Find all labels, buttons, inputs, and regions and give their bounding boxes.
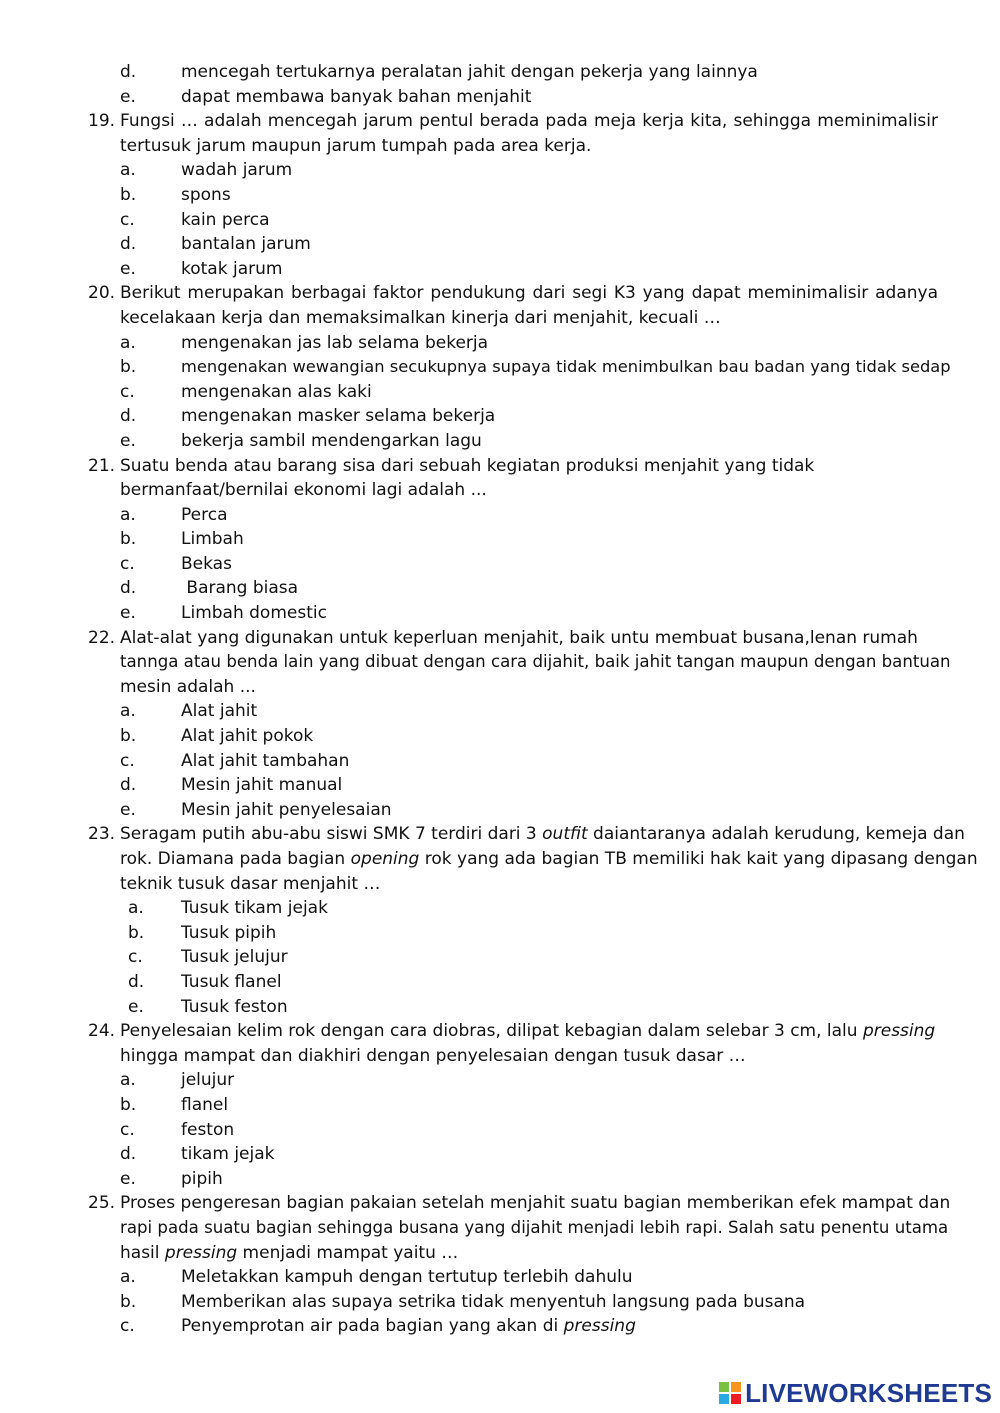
option-text: Limbah domestic [181,603,327,624]
option-item[interactable] [0,1068,1000,1093]
option-item[interactable] [0,85,1000,110]
question-line: teknik tusuk dasar menjahit … [120,873,381,894]
option-item[interactable] [0,208,1000,233]
question-22 [0,626,1000,700]
option-text: bekerja sambil mendengarkan lagu [181,430,482,451]
option-text [181,1314,636,1339]
question-line [120,1019,936,1044]
option-item[interactable] [0,232,1000,257]
option-letter: a. [120,701,136,722]
option-item[interactable] [0,749,1000,774]
option-letter: a. [120,1267,136,1288]
option-item[interactable] [0,601,1000,626]
option-item[interactable] [0,331,1000,356]
option-text: Memberikan alas supaya setrika tidak menyentuh langsung pada busana [181,1291,806,1312]
question-number: 25. [88,1193,116,1214]
option-item[interactable] [0,429,1000,454]
option-item[interactable] [0,380,1000,405]
option-letter: b. [128,922,145,943]
question-line [120,847,978,872]
option-letter: c. [128,947,143,968]
option-letter: e. [120,799,136,820]
option-text: Alat jahit pokok [181,726,314,747]
question-line: tannga atau benda lain yang dibuat dengan cara dijahit, baik jahit tangan maupun dengan bantuan [120,652,951,672]
option-text: dapat membawa banyak bahan menjahit [181,86,532,107]
italic-term: pressing [862,1021,936,1042]
question-number: 23. [88,824,116,845]
option-letter: a. [120,160,136,181]
question-text-part: daiantaranya adalah kerudung, kemeja dan [587,824,965,845]
italic-term: pressing [563,1316,636,1337]
option-item[interactable] [0,1265,1000,1290]
option-text: Perca [181,504,228,525]
option-item[interactable] [0,355,1000,380]
option-text: Tusuk jelujur [181,947,288,968]
question-line: Alat-alat yang digunakan untuk keperluan menjahit, baik untu membuat busana,lenan rumah [120,627,918,648]
option-letter: c. [120,750,135,771]
question-text [120,1191,951,1265]
option-item[interactable] [0,158,1000,183]
question-line: hingga mampat dan diakhiri dengan penyelesaian dengan tusuk dasar … [120,1045,746,1066]
question-number: 24. [88,1021,116,1042]
option-letter: b. [120,529,137,550]
option-text: mengenakan wewangian secukupnya supaya tidak menimbulkan bau badan yang tidak sedap [181,357,951,377]
option-letter: d. [120,406,137,427]
question-21 [0,454,1000,503]
question-number: 21. [88,455,116,476]
option-text: jelujur [181,1070,235,1091]
option-letter: b. [120,726,137,747]
question-text-part: Penyelesaian kelim rok dengan cara diobras, dilipat kebagian dalam selebar 3 cm, lalu [120,1021,863,1042]
question-line: Suatu benda atau barang sisa dari sebuah kegiatan produksi menjahit yang tidak [120,455,815,476]
italic-term: pressing [164,1242,238,1263]
question-23 [0,822,1000,896]
question-text-part: rok yang ada bagian TB memiliki hak kait yang dipasang dengan [419,849,978,869]
option-item[interactable] [0,921,1000,946]
option-item[interactable] [0,1314,1000,1339]
option-letter: c. [120,1119,135,1140]
option-letter: a. [120,1070,136,1091]
option-item[interactable] [0,576,1000,601]
option-item[interactable] [0,552,1000,577]
question-text [120,822,978,896]
question-text-part: rok. Diamana pada bagian [120,849,351,869]
option-item[interactable] [0,527,1000,552]
option-letter: b. [120,1094,137,1115]
liveworksheets-logo[interactable] [719,1378,992,1408]
question-line: bermanfaat/bernilai ekonomi lagi adalah ... [120,480,487,501]
question-text-part: Seragam putih abu-abu siswi SMK 7 terdiri dari 3 [120,824,543,845]
option-text: tikam jejak [181,1144,275,1165]
option-item[interactable] [0,724,1000,749]
question-number: 20. [88,283,116,304]
question-text: Fungsi … adalah mencegah jarum pentul berada pada meja kerja kita, sehingga meminimalisir tertusuk jarum maupun jarum tumpah pada area kerja. [120,111,938,156]
option-letter: b. [120,184,137,205]
option-text: Limbah [181,529,244,550]
option-text: Bekas [181,553,232,574]
option-letter: b. [120,357,137,378]
option-text: kotak jarum [181,258,283,279]
option-letter: d. [120,62,137,82]
option-text: spons [181,184,231,205]
option-item[interactable] [0,773,1000,798]
question-25 [0,1191,1000,1265]
option-text: Meletakkan kampuh dengan tertutup terlebih dahulu [181,1267,633,1288]
question-20 [0,281,1000,330]
option-letter: c. [120,381,135,402]
option-text: Mesin jahit penyelesaian [181,799,392,820]
option-letter: c. [120,209,135,230]
option-item[interactable] [0,257,1000,282]
option-item[interactable] [0,503,1000,528]
italic-term: opening [350,849,420,869]
option-text: pipih [181,1168,223,1189]
option-letter: d. [120,578,137,599]
question-line [120,1241,932,1266]
option-text: flanel [181,1094,229,1115]
option-letter: a. [120,504,136,525]
option-item[interactable] [0,699,1000,724]
option-letter: e. [120,603,136,624]
option-letter: e. [120,430,136,451]
question-24 [0,1019,1000,1068]
option-item[interactable] [0,1093,1000,1118]
option-text-part: Penyemprotan air pada bagian yang akan di [181,1316,564,1337]
option-text: wadah jarum [181,160,293,181]
option-text: Tusuk tikam jejak [181,898,328,919]
option-letter: a. [120,332,136,353]
option-text: kain perca [181,209,270,230]
option-text: mengenakan masker selama bekerja [181,406,496,427]
option-letter: e. [120,258,136,279]
option-text: bantalan jarum [181,234,311,255]
option-text: mencegah tertukarnya peralatan jahit dengan pekerja yang lainnya [181,62,758,82]
question-text [120,454,932,503]
option-letter: e. [128,996,144,1017]
option-letter: e. [120,1168,136,1189]
option-item[interactable] [0,1167,1000,1192]
option-letter: c. [120,553,135,574]
question-line [120,822,965,847]
option-letter: d. [120,1144,137,1165]
italic-term: outfit [542,824,588,845]
option-item[interactable] [0,945,1000,970]
option-letter: c. [120,1316,135,1337]
option-item[interactable] [0,896,1000,921]
option-text: mengenakan alas kaki [181,381,372,402]
option-text: Tusuk pipih [181,922,277,943]
option-text: Alat jahit tambahan [181,750,350,771]
option-item[interactable] [0,60,1000,85]
option-text: feston [181,1119,235,1140]
option-item[interactable] [0,1118,1000,1143]
question-text [120,626,951,700]
logo-grid-icon [719,1382,741,1404]
option-item[interactable] [0,995,1000,1020]
option-letter: a. [128,898,144,919]
question-text: Berikut merupakan berbagai faktor pendukung dari segi K3 yang dapat meminimalisir adanya kecelakaan kerja dan memaksimalkan kinerja dari menjahit, kecuali … [120,283,938,328]
question-text-part: menjadi mampat yaitu … [237,1242,459,1263]
question-number: 19. [88,111,116,132]
option-item[interactable] [0,1142,1000,1167]
option-text: Tusuk feston [181,996,288,1017]
option-text: Tusuk flanel [181,971,282,992]
option-item[interactable] [0,798,1000,823]
question-number: 22. [88,627,116,648]
option-text: mengenakan jas lab selama bekerja [181,332,489,353]
question-19 [0,109,1000,158]
option-text: Alat jahit [181,701,258,722]
logo-text: LIVEWORKSHEETS [745,1377,992,1408]
option-item[interactable] [0,1290,1000,1315]
option-letter: e. [120,86,136,107]
option-item[interactable] [0,183,1000,208]
option-text: Mesin jahit manual [181,775,343,796]
question-text-part: hasil [120,1242,165,1263]
option-letter: d. [128,971,145,992]
option-letter: d. [120,234,137,255]
option-text: Barang biasa [181,578,299,599]
option-letter: b. [120,1291,137,1312]
option-letter: d. [120,775,137,796]
question-line: rapi pada suatu bagian sehingga busana yang dijahit menjadi lebih rapi. Salah satu penentu utama [120,1217,949,1237]
question-line: Proses pengeresan bagian pakaian setelah menjahit suatu bagian memberikan efek mampat dan [120,1193,951,1214]
option-item[interactable] [0,970,1000,995]
worksheet-page [0,60,1000,1339]
question-line: mesin adalah ... [120,676,256,697]
option-item[interactable] [0,404,1000,429]
question-text [120,1019,936,1068]
